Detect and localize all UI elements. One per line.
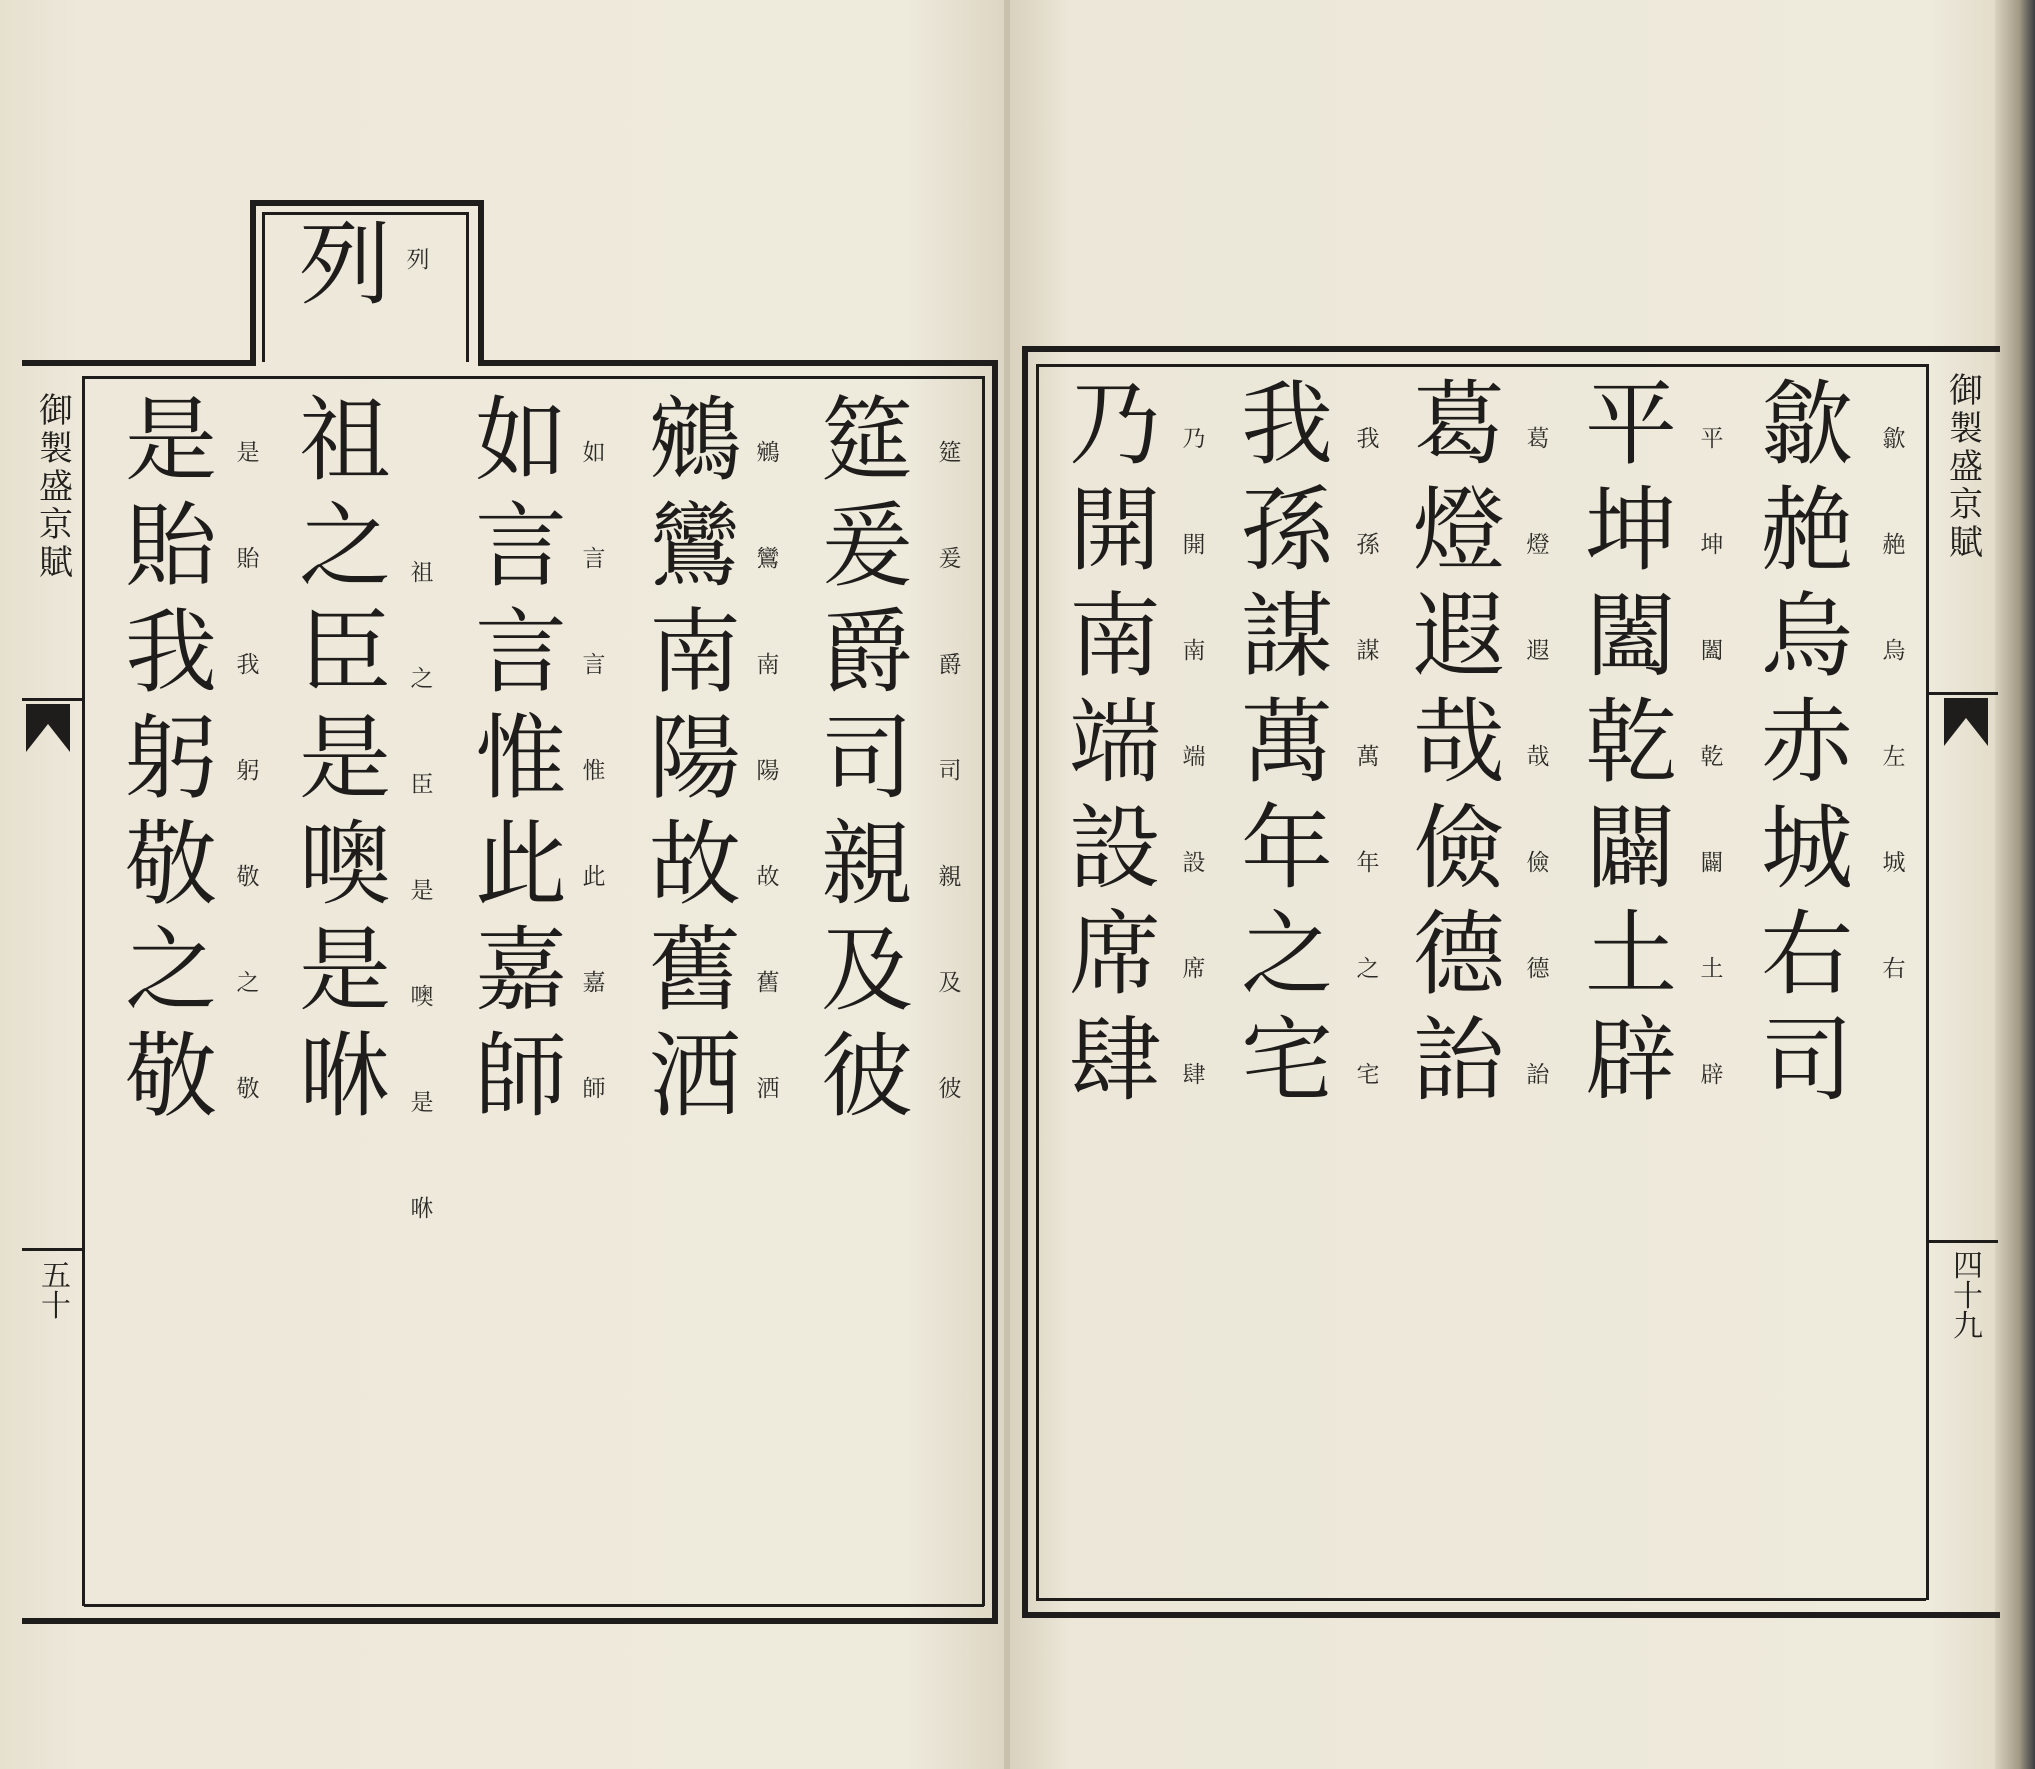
gloss-char: 德 bbox=[1526, 956, 1550, 982]
gloss-char: 孫 bbox=[1356, 532, 1380, 558]
gloss-char: 乾 bbox=[1700, 744, 1724, 770]
gloss-char: 敬 bbox=[236, 864, 260, 890]
gloss-char: 宅 bbox=[1356, 1062, 1380, 1088]
seal-char: 列 bbox=[298, 211, 391, 318]
seal-char: 彼 bbox=[820, 1023, 913, 1130]
gloss-char: 年 bbox=[1356, 850, 1380, 876]
gloss-column-3 bbox=[576, 400, 612, 1142]
seal-column-4 bbox=[286, 212, 404, 1130]
gloss-char: 臣 bbox=[410, 772, 434, 798]
seal-char: 乾 bbox=[1584, 689, 1677, 796]
seal-char: 咻 bbox=[298, 1023, 391, 1130]
seal-char: 故 bbox=[648, 811, 741, 918]
gloss-char: 親 bbox=[938, 864, 962, 890]
seal-char: 言 bbox=[474, 493, 567, 600]
seal-char: 陽 bbox=[648, 705, 741, 812]
seal-char: 鸞 bbox=[648, 493, 741, 600]
gloss-column-7 bbox=[1694, 386, 1730, 1128]
gloss-char: 儉 bbox=[1526, 850, 1550, 876]
gloss-char: 遐 bbox=[1526, 638, 1550, 664]
seal-char: 燈 bbox=[1412, 477, 1505, 584]
seal-char: 開 bbox=[1068, 477, 1161, 584]
gloss-char: 烏 bbox=[1882, 638, 1906, 664]
seal-char: 司 bbox=[820, 705, 913, 812]
seal-char: 之 bbox=[1240, 901, 1333, 1008]
gloss-column-5 bbox=[230, 400, 266, 1142]
seal-char: 孫 bbox=[1240, 477, 1333, 584]
seal-char: 此 bbox=[474, 811, 567, 918]
seal-char: 我 bbox=[124, 599, 217, 706]
seal-char: 是 bbox=[124, 387, 217, 494]
seal-char: 闔 bbox=[1584, 583, 1677, 690]
fish-tail-mark bbox=[1944, 698, 1988, 746]
seal-char: 敬 bbox=[124, 1023, 217, 1130]
gloss-column-9 bbox=[1350, 386, 1386, 1128]
seal-char: 躬 bbox=[124, 705, 217, 812]
seal-char: 司 bbox=[1760, 1007, 1853, 1114]
seal-char: 謀 bbox=[1240, 583, 1333, 690]
margin-char: 御 bbox=[1949, 371, 1983, 411]
gloss-char: 坤 bbox=[1700, 532, 1724, 558]
gloss-char: 列 bbox=[406, 247, 430, 273]
page-number-char: 五 bbox=[41, 1259, 71, 1294]
page-number-char: 十 bbox=[1953, 1279, 1983, 1314]
gloss-column-10 bbox=[1176, 386, 1212, 1128]
gloss-char: 彼 bbox=[938, 1076, 962, 1102]
seal-char: 是 bbox=[298, 705, 391, 812]
right-margin-title bbox=[1944, 372, 1988, 562]
seal-char: 噢 bbox=[298, 811, 391, 918]
gloss-char: 我 bbox=[1356, 426, 1380, 452]
seal-char: 洒 bbox=[648, 1023, 741, 1130]
seal-char: 坤 bbox=[1584, 477, 1677, 584]
seal-char: 如 bbox=[474, 387, 567, 494]
seal-char: 舊 bbox=[648, 917, 741, 1024]
margin-char: 賦 bbox=[39, 543, 73, 583]
seal-char: 設 bbox=[1068, 795, 1161, 902]
seal-char: 鵷 bbox=[648, 387, 741, 494]
seal-char: 德 bbox=[1412, 901, 1505, 1008]
gloss-char: 爵 bbox=[938, 652, 962, 678]
fish-tail-mark bbox=[26, 704, 70, 752]
seal-char: 及 bbox=[820, 917, 913, 1024]
seal-char: 臣 bbox=[298, 599, 391, 706]
gloss-char: 舊 bbox=[756, 970, 780, 996]
gloss-char: 南 bbox=[1182, 638, 1206, 664]
seal-char: 親 bbox=[820, 811, 913, 918]
seal-char: 之 bbox=[298, 493, 391, 600]
gloss-char: 躬 bbox=[236, 758, 260, 784]
gloss-char: 噢 bbox=[410, 984, 434, 1010]
seal-char: 我 bbox=[1240, 371, 1333, 478]
gloss-char: 土 bbox=[1700, 956, 1724, 982]
seal-char: 儉 bbox=[1412, 795, 1505, 902]
seal-column-6 bbox=[1748, 372, 1866, 1114]
gloss-char: 燈 bbox=[1526, 532, 1550, 558]
gloss-char: 我 bbox=[236, 652, 260, 678]
gloss-char: 如 bbox=[582, 440, 606, 466]
seal-char: 赤 bbox=[1760, 689, 1853, 796]
margin-char: 御 bbox=[39, 391, 73, 431]
margin-char: 京 bbox=[1949, 485, 1983, 525]
left-margin-title bbox=[34, 392, 78, 582]
gloss-char: 之 bbox=[1356, 956, 1380, 982]
gloss-char: 鵷 bbox=[756, 440, 780, 466]
seal-char: 辟 bbox=[1584, 1007, 1677, 1114]
seal-char: 乃 bbox=[1068, 371, 1161, 478]
gloss-char: 陽 bbox=[756, 758, 780, 784]
gloss-char: 開 bbox=[1182, 532, 1206, 558]
gloss-char: 肆 bbox=[1182, 1062, 1206, 1088]
seal-column-3 bbox=[462, 388, 580, 1130]
gloss-char: 言 bbox=[582, 652, 606, 678]
gloss-char: 此 bbox=[582, 864, 606, 890]
seal-char: 敬 bbox=[124, 811, 217, 918]
gloss-char: 敬 bbox=[236, 1076, 260, 1102]
gloss-char: 平 bbox=[1700, 426, 1724, 452]
gloss-char: 闢 bbox=[1700, 850, 1724, 876]
gloss-char: 歙 bbox=[1882, 426, 1906, 452]
heading-gloss bbox=[400, 230, 436, 290]
gloss-char: 司 bbox=[938, 758, 962, 784]
page-number-char: 四 bbox=[1953, 1249, 1983, 1284]
seal-char: 赩 bbox=[1760, 477, 1853, 584]
seal-char: 歙 bbox=[1760, 371, 1853, 478]
seal-column-7 bbox=[1572, 372, 1690, 1114]
gloss-char: 及 bbox=[938, 970, 962, 996]
gloss-char: 之 bbox=[236, 970, 260, 996]
gloss-char: 是 bbox=[236, 440, 260, 466]
gloss-char: 師 bbox=[582, 1076, 606, 1102]
seal-char: 言 bbox=[474, 599, 567, 706]
gloss-char: 闔 bbox=[1700, 638, 1724, 664]
gloss-char: 祖 bbox=[410, 560, 434, 586]
seal-char: 席 bbox=[1068, 901, 1161, 1008]
seal-char: 端 bbox=[1068, 689, 1161, 796]
gloss-char: 謀 bbox=[1356, 638, 1380, 664]
gloss-char: 席 bbox=[1182, 956, 1206, 982]
right-page-number bbox=[1946, 1249, 1990, 1344]
margin-char: 製 bbox=[39, 429, 73, 469]
seal-char: 闢 bbox=[1584, 795, 1677, 902]
seal-column-1 bbox=[808, 388, 926, 1130]
seal-char: 貽 bbox=[124, 493, 217, 600]
seal-char: 烏 bbox=[1760, 583, 1853, 690]
gloss-char: 南 bbox=[756, 652, 780, 678]
margin-char: 賦 bbox=[1949, 523, 1983, 563]
page-number-char: 九 bbox=[1953, 1309, 1983, 1344]
seal-char: 遐 bbox=[1412, 583, 1505, 690]
gloss-column-1 bbox=[932, 400, 968, 1142]
margin-char: 京 bbox=[39, 505, 73, 545]
gloss-column-2 bbox=[750, 400, 786, 1142]
gloss-char: 惟 bbox=[582, 758, 606, 784]
margin-char: 製 bbox=[1949, 409, 1983, 449]
gloss-char: 辟 bbox=[1700, 1062, 1724, 1088]
seal-column-8 bbox=[1400, 372, 1518, 1114]
gloss-char: 哉 bbox=[1526, 744, 1550, 770]
margin-char: 盛 bbox=[39, 467, 73, 507]
gloss-char: 左 bbox=[1882, 744, 1906, 770]
gloss-column-6 bbox=[1876, 386, 1912, 1022]
gloss-char: 葛 bbox=[1526, 426, 1550, 452]
gloss-char: 端 bbox=[1182, 744, 1206, 770]
seal-char: 爵 bbox=[820, 599, 913, 706]
gloss-char: 是 bbox=[410, 1090, 434, 1116]
seal-char: 筵 bbox=[820, 387, 913, 494]
gloss-char: 之 bbox=[410, 666, 434, 692]
gloss-char: 筵 bbox=[938, 440, 962, 466]
seal-char: 城 bbox=[1760, 795, 1853, 902]
gloss-char: 爰 bbox=[938, 546, 962, 572]
seal-char: 詒 bbox=[1412, 1007, 1505, 1114]
margin-char: 盛 bbox=[1949, 447, 1983, 487]
gloss-char: 鸞 bbox=[756, 546, 780, 572]
page-edge bbox=[1995, 0, 2035, 1769]
gloss-column-8 bbox=[1520, 386, 1556, 1128]
gloss-char: 是 bbox=[410, 878, 434, 904]
seal-column-2 bbox=[636, 388, 754, 1130]
gloss-char: 右 bbox=[1882, 956, 1906, 982]
gloss-char: 城 bbox=[1882, 850, 1906, 876]
seal-column-5 bbox=[112, 388, 230, 1130]
seal-char: 萬 bbox=[1240, 689, 1333, 796]
seal-char: 哉 bbox=[1412, 689, 1505, 796]
seal-char: 南 bbox=[648, 599, 741, 706]
seal-char: 爰 bbox=[820, 493, 913, 600]
seal-char: 祖 bbox=[298, 387, 391, 494]
seal-char: 宅 bbox=[1240, 1007, 1333, 1114]
seal-char: 師 bbox=[474, 1023, 567, 1130]
gloss-char: 赩 bbox=[1882, 532, 1906, 558]
gloss-char: 咻 bbox=[410, 1196, 434, 1222]
page-number-char: 十 bbox=[41, 1289, 71, 1324]
gloss-char: 乃 bbox=[1182, 426, 1206, 452]
seal-char: 嘉 bbox=[474, 917, 567, 1024]
left-page-number bbox=[34, 1259, 78, 1324]
seal-char: 葛 bbox=[1412, 371, 1505, 478]
seal-char: 肆 bbox=[1068, 1007, 1161, 1114]
seal-char: 年 bbox=[1240, 795, 1333, 902]
gloss-char: 故 bbox=[756, 864, 780, 890]
seal-column-10 bbox=[1056, 372, 1174, 1114]
seal-char: 右 bbox=[1760, 901, 1853, 1008]
gloss-char: 貽 bbox=[236, 546, 260, 572]
gloss-column-4 bbox=[404, 520, 440, 1262]
gloss-char: 設 bbox=[1182, 850, 1206, 876]
seal-char: 平 bbox=[1584, 371, 1677, 478]
seal-char: 南 bbox=[1068, 583, 1161, 690]
gloss-char: 詒 bbox=[1526, 1062, 1550, 1088]
gloss-char: 言 bbox=[582, 546, 606, 572]
seal-column-9 bbox=[1228, 372, 1346, 1114]
seal-char: 是 bbox=[298, 917, 391, 1024]
seal-char: 惟 bbox=[474, 705, 567, 812]
seal-char: 土 bbox=[1584, 901, 1677, 1008]
gloss-char: 嘉 bbox=[582, 970, 606, 996]
seal-char: 之 bbox=[124, 917, 217, 1024]
gloss-char: 洒 bbox=[756, 1076, 780, 1102]
gloss-char: 萬 bbox=[1356, 744, 1380, 770]
